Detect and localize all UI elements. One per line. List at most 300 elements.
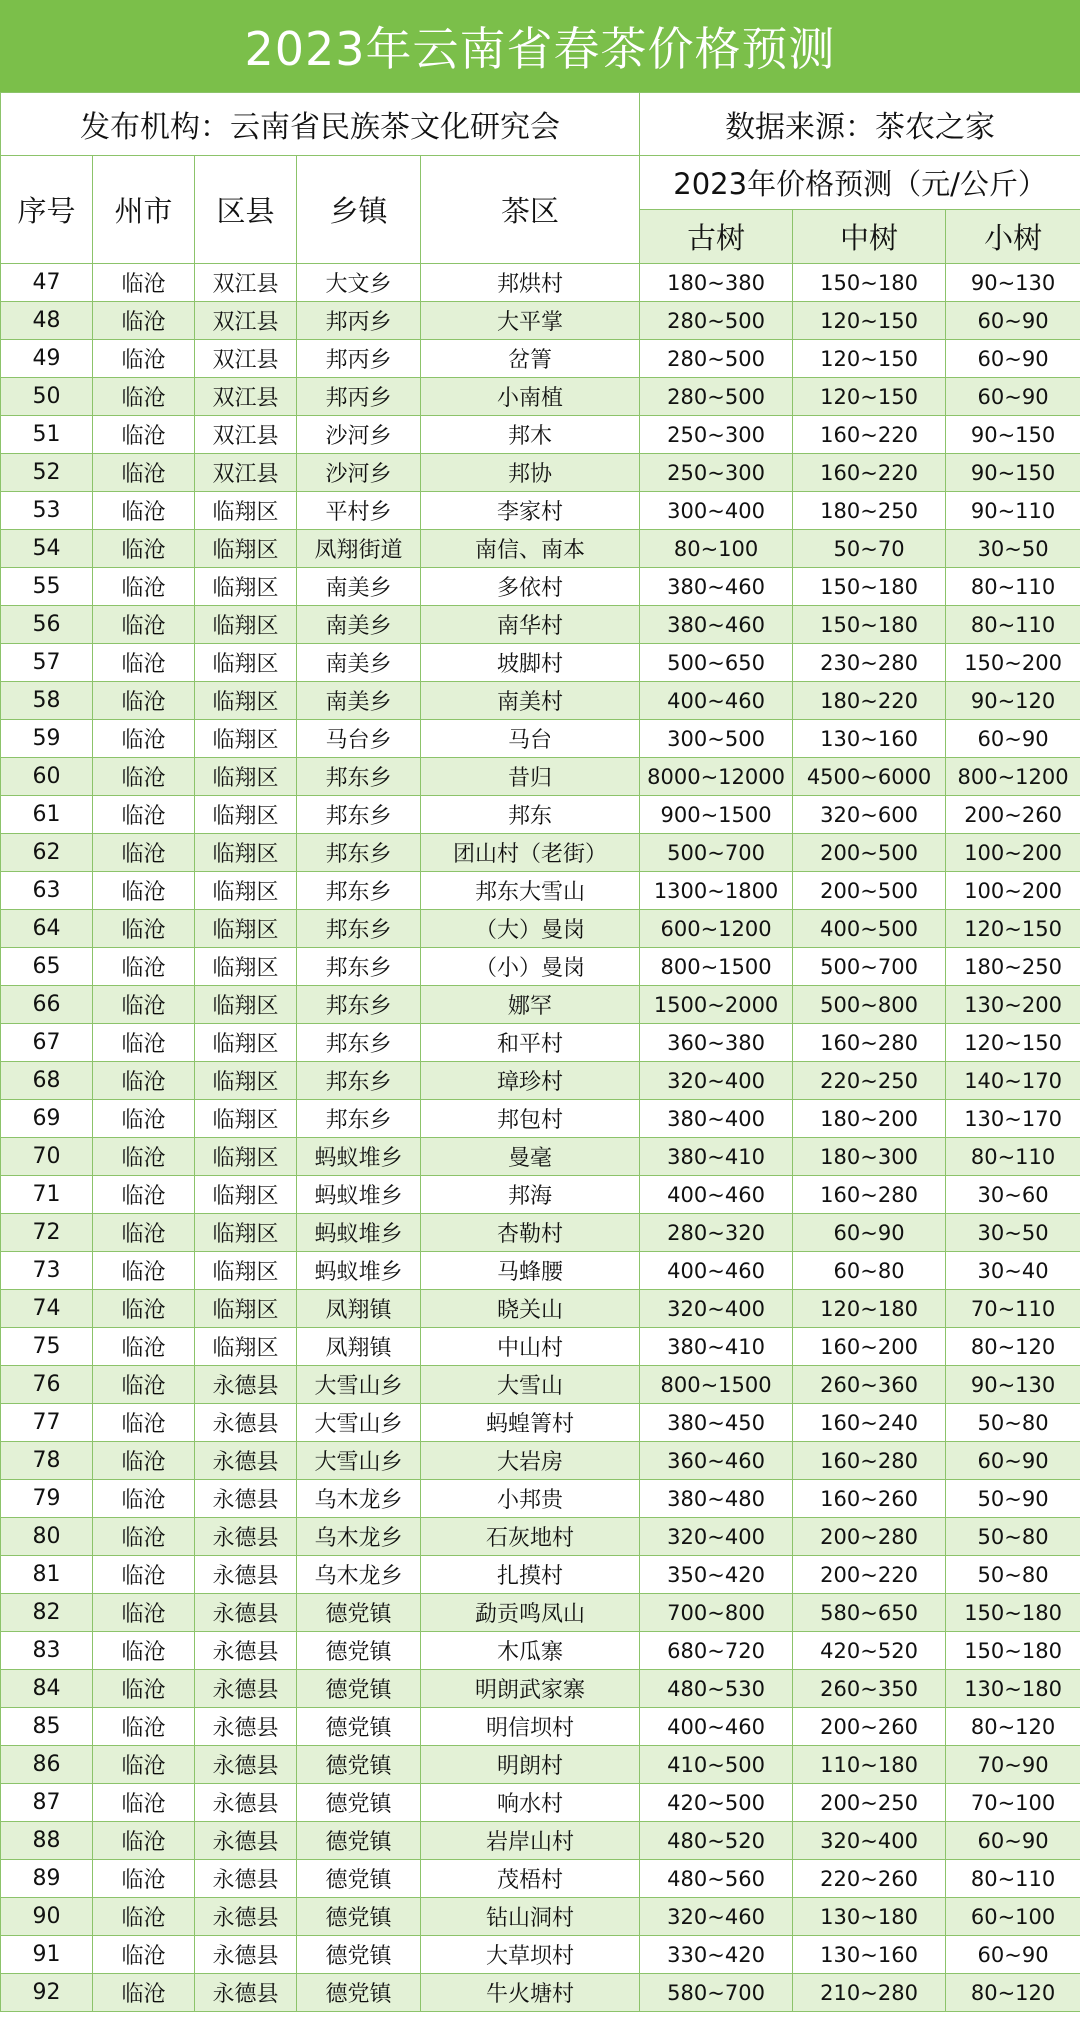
row-city: 临沧 — [93, 796, 195, 834]
row-area: 李家村 — [421, 492, 640, 530]
row-no: 80 — [1, 1518, 93, 1556]
row-price-mid: 220~260 — [793, 1860, 946, 1898]
row-price-mid: 60~80 — [793, 1252, 946, 1290]
row-no: 63 — [1, 872, 93, 910]
row-no: 77 — [1, 1404, 93, 1442]
row-price-old: 400~460 — [640, 1176, 793, 1214]
row-city: 临沧 — [93, 606, 195, 644]
row-county: 临翔区 — [195, 1328, 297, 1366]
row-city: 临沧 — [93, 302, 195, 340]
row-price-old: 280~500 — [640, 340, 793, 378]
row-city: 临沧 — [93, 1290, 195, 1328]
row-county: 双江县 — [195, 454, 297, 492]
row-price-mid: 500~800 — [793, 986, 946, 1024]
row-county: 永德县 — [195, 1746, 297, 1784]
header-row — [1, 156, 1080, 210]
table-row — [1, 834, 1080, 872]
table-row — [1, 416, 1080, 454]
table-row — [1, 986, 1080, 1024]
row-area: 蚂蝗箐村 — [421, 1404, 640, 1442]
row-price-old: 280~500 — [640, 302, 793, 340]
row-city: 临沧 — [93, 568, 195, 606]
row-town: 德党镇 — [297, 1898, 421, 1936]
row-price-mid: 60~90 — [793, 1214, 946, 1252]
row-price-small: 30~50 — [946, 1214, 1080, 1252]
row-city: 临沧 — [93, 264, 195, 302]
table-row — [1, 264, 1080, 302]
row-price-small: 130~180 — [946, 1670, 1080, 1708]
row-price-mid: 130~160 — [793, 1936, 946, 1974]
row-no: 67 — [1, 1024, 93, 1062]
row-town: 邦丙乡 — [297, 378, 421, 416]
row-price-old: 600~1200 — [640, 910, 793, 948]
row-county: 双江县 — [195, 340, 297, 378]
row-town: 邦东乡 — [297, 1062, 421, 1100]
row-no: 81 — [1, 1556, 93, 1594]
row-price-small: 150~200 — [946, 644, 1080, 682]
row-price-mid: 200~500 — [793, 872, 946, 910]
row-county: 临翔区 — [195, 796, 297, 834]
row-area: 邦协 — [421, 454, 640, 492]
page-title: 2023年云南省春茶价格预测 — [0, 0, 1080, 92]
row-price-old: 360~460 — [640, 1442, 793, 1480]
row-price-mid: 150~180 — [793, 606, 946, 644]
row-town: 德党镇 — [297, 1708, 421, 1746]
row-city: 临沧 — [93, 1024, 195, 1062]
row-no: 57 — [1, 644, 93, 682]
row-price-mid: 160~200 — [793, 1328, 946, 1366]
row-price-small: 130~200 — [946, 986, 1080, 1024]
row-area: 南华村 — [421, 606, 640, 644]
row-price-small: 50~90 — [946, 1480, 1080, 1518]
row-area: 多依村 — [421, 568, 640, 606]
row-city: 临沧 — [93, 1784, 195, 1822]
row-area: 明信坝村 — [421, 1708, 640, 1746]
row-price-mid: 130~180 — [793, 1898, 946, 1936]
row-price-old: 360~380 — [640, 1024, 793, 1062]
row-city: 临沧 — [93, 1442, 195, 1480]
row-area: 南信、南本 — [421, 530, 640, 568]
header-town: 乡镇 — [297, 156, 421, 264]
row-city: 临沧 — [93, 1366, 195, 1404]
row-city: 临沧 — [93, 948, 195, 986]
row-area: 茂梧村 — [421, 1860, 640, 1898]
row-city: 临沧 — [93, 1214, 195, 1252]
row-county: 永德县 — [195, 1898, 297, 1936]
row-city: 临沧 — [93, 1480, 195, 1518]
row-no: 50 — [1, 378, 93, 416]
row-town: 沙河乡 — [297, 416, 421, 454]
row-no: 64 — [1, 910, 93, 948]
row-area: 马台 — [421, 720, 640, 758]
row-city: 临沧 — [93, 1518, 195, 1556]
table-row — [1, 910, 1080, 948]
row-price-small: 30~40 — [946, 1252, 1080, 1290]
table-row — [1, 1822, 1080, 1860]
row-price-mid: 220~250 — [793, 1062, 946, 1100]
row-price-small: 140~170 — [946, 1062, 1080, 1100]
row-price-small: 130~170 — [946, 1100, 1080, 1138]
row-town: 凤翔镇 — [297, 1290, 421, 1328]
row-price-mid: 420~520 — [793, 1632, 946, 1670]
meta-row — [1, 93, 1080, 156]
row-area: 曼毫 — [421, 1138, 640, 1176]
row-county: 临翔区 — [195, 492, 297, 530]
row-county: 临翔区 — [195, 872, 297, 910]
row-price-small: 60~90 — [946, 1936, 1080, 1974]
row-price-small: 120~150 — [946, 1024, 1080, 1062]
row-town: 邦丙乡 — [297, 340, 421, 378]
row-no: 74 — [1, 1290, 93, 1328]
row-price-mid: 320~400 — [793, 1822, 946, 1860]
row-area: 团山村（老街） — [421, 834, 640, 872]
row-price-mid: 180~220 — [793, 682, 946, 720]
row-town: 德党镇 — [297, 1936, 421, 1974]
row-area: 大岩房 — [421, 1442, 640, 1480]
row-no: 75 — [1, 1328, 93, 1366]
row-area: 牛火塘村 — [421, 1974, 640, 2012]
table-row — [1, 1062, 1080, 1100]
row-price-mid: 120~180 — [793, 1290, 946, 1328]
row-price-old: 410~500 — [640, 1746, 793, 1784]
row-area: 大平掌 — [421, 302, 640, 340]
row-price-mid: 260~350 — [793, 1670, 946, 1708]
row-price-small: 50~80 — [946, 1518, 1080, 1556]
header-city: 州市 — [93, 156, 195, 264]
row-area: 邦烘村 — [421, 264, 640, 302]
row-price-small: 60~90 — [946, 378, 1080, 416]
row-no: 87 — [1, 1784, 93, 1822]
row-no: 91 — [1, 1936, 93, 1974]
row-city: 临沧 — [93, 1556, 195, 1594]
row-town: 德党镇 — [297, 1822, 421, 1860]
row-price-small: 80~120 — [946, 1974, 1080, 2012]
row-price-mid: 400~500 — [793, 910, 946, 948]
row-city: 临沧 — [93, 910, 195, 948]
row-town: 邦东乡 — [297, 1100, 421, 1138]
row-area: 邦木 — [421, 416, 640, 454]
row-price-old: 580~700 — [640, 1974, 793, 2012]
row-price-small: 80~110 — [946, 1860, 1080, 1898]
row-county: 临翔区 — [195, 758, 297, 796]
row-area: 邦海 — [421, 1176, 640, 1214]
row-price-small: 200~260 — [946, 796, 1080, 834]
row-city: 临沧 — [93, 378, 195, 416]
row-price-old: 380~480 — [640, 1480, 793, 1518]
row-town: 德党镇 — [297, 1632, 421, 1670]
row-price-mid: 200~250 — [793, 1784, 946, 1822]
row-area: 木瓜寨 — [421, 1632, 640, 1670]
row-no: 84 — [1, 1670, 93, 1708]
row-city: 临沧 — [93, 1594, 195, 1632]
table-row — [1, 302, 1080, 340]
row-county: 永德县 — [195, 1632, 297, 1670]
publisher-label: 发布机构：云南省民族茶文化研究会 — [1, 93, 640, 156]
row-price-small: 90~130 — [946, 264, 1080, 302]
row-price-old: 700~800 — [640, 1594, 793, 1632]
row-county: 临翔区 — [195, 834, 297, 872]
table-row — [1, 796, 1080, 834]
row-no: 53 — [1, 492, 93, 530]
row-price-mid: 120~150 — [793, 302, 946, 340]
row-no: 61 — [1, 796, 93, 834]
row-county: 临翔区 — [195, 1062, 297, 1100]
header-area: 茶区 — [421, 156, 640, 264]
row-county: 临翔区 — [195, 682, 297, 720]
row-city: 临沧 — [93, 1404, 195, 1442]
row-no: 59 — [1, 720, 93, 758]
row-price-small: 120~150 — [946, 910, 1080, 948]
row-town: 德党镇 — [297, 1784, 421, 1822]
row-city: 临沧 — [93, 416, 195, 454]
row-price-small: 90~130 — [946, 1366, 1080, 1404]
row-no: 55 — [1, 568, 93, 606]
row-town: 德党镇 — [297, 1860, 421, 1898]
row-price-old: 320~400 — [640, 1518, 793, 1556]
row-price-old: 400~460 — [640, 1708, 793, 1746]
row-county: 临翔区 — [195, 568, 297, 606]
row-area: 小南植 — [421, 378, 640, 416]
table-row — [1, 1518, 1080, 1556]
row-area: 坡脚村 — [421, 644, 640, 682]
row-price-small: 90~120 — [946, 682, 1080, 720]
row-no: 69 — [1, 1100, 93, 1138]
row-town: 邦东乡 — [297, 872, 421, 910]
row-county: 双江县 — [195, 416, 297, 454]
row-town: 马台乡 — [297, 720, 421, 758]
table-row — [1, 492, 1080, 530]
row-no: 70 — [1, 1138, 93, 1176]
table-row — [1, 530, 1080, 568]
row-price-old: 400~460 — [640, 682, 793, 720]
row-county: 永德县 — [195, 1594, 297, 1632]
row-price-old: 330~420 — [640, 1936, 793, 1974]
row-no: 92 — [1, 1974, 93, 2012]
table-row — [1, 720, 1080, 758]
row-county: 临翔区 — [195, 986, 297, 1024]
row-no: 88 — [1, 1822, 93, 1860]
source-label: 数据来源：茶农之家 — [640, 93, 1080, 156]
row-price-old: 380~450 — [640, 1404, 793, 1442]
row-county: 临翔区 — [195, 948, 297, 986]
row-price-mid: 180~300 — [793, 1138, 946, 1176]
row-price-mid: 4500~6000 — [793, 758, 946, 796]
row-area: 马蜂腰 — [421, 1252, 640, 1290]
table-row — [1, 1670, 1080, 1708]
row-town: 乌木龙乡 — [297, 1480, 421, 1518]
row-price-old: 280~320 — [640, 1214, 793, 1252]
row-town: 邦东乡 — [297, 948, 421, 986]
row-town: 凤翔街道 — [297, 530, 421, 568]
row-city: 临沧 — [93, 1708, 195, 1746]
row-price-mid: 180~200 — [793, 1100, 946, 1138]
table-row — [1, 568, 1080, 606]
row-area: 晓关山 — [421, 1290, 640, 1328]
row-price-small: 100~200 — [946, 872, 1080, 910]
row-city: 临沧 — [93, 720, 195, 758]
row-price-old: 680~720 — [640, 1632, 793, 1670]
row-no: 47 — [1, 264, 93, 302]
row-area: 岔箐 — [421, 340, 640, 378]
row-no: 62 — [1, 834, 93, 872]
row-town: 大雪山乡 — [297, 1404, 421, 1442]
row-price-small: 80~120 — [946, 1708, 1080, 1746]
row-area: 明朗村 — [421, 1746, 640, 1784]
row-price-old: 380~410 — [640, 1138, 793, 1176]
row-no: 85 — [1, 1708, 93, 1746]
row-city: 临沧 — [93, 1138, 195, 1176]
row-price-mid: 160~280 — [793, 1024, 946, 1062]
row-city: 临沧 — [93, 872, 195, 910]
row-county: 永德县 — [195, 1404, 297, 1442]
row-town: 邦丙乡 — [297, 302, 421, 340]
row-town: 德党镇 — [297, 1594, 421, 1632]
row-no: 49 — [1, 340, 93, 378]
row-area: 娜罕 — [421, 986, 640, 1024]
table-row — [1, 454, 1080, 492]
table-row — [1, 1784, 1080, 1822]
row-area: （大）曼岗 — [421, 910, 640, 948]
row-city: 临沧 — [93, 834, 195, 872]
row-price-small: 80~110 — [946, 1138, 1080, 1176]
row-price-mid: 160~280 — [793, 1176, 946, 1214]
row-county: 永德县 — [195, 1936, 297, 1974]
row-price-small: 70~110 — [946, 1290, 1080, 1328]
table-row — [1, 682, 1080, 720]
row-town: 蚂蚁堆乡 — [297, 1176, 421, 1214]
row-price-mid: 160~280 — [793, 1442, 946, 1480]
row-price-old: 380~460 — [640, 606, 793, 644]
row-price-mid: 160~220 — [793, 454, 946, 492]
row-county: 临翔区 — [195, 1138, 297, 1176]
row-price-small: 60~90 — [946, 302, 1080, 340]
row-county: 临翔区 — [195, 1290, 297, 1328]
table-row — [1, 1860, 1080, 1898]
row-town: 乌木龙乡 — [297, 1556, 421, 1594]
row-no: 90 — [1, 1898, 93, 1936]
row-price-mid: 160~220 — [793, 416, 946, 454]
row-no: 76 — [1, 1366, 93, 1404]
row-price-old: 350~420 — [640, 1556, 793, 1594]
row-town: 邦东乡 — [297, 910, 421, 948]
row-area: 昔归 — [421, 758, 640, 796]
row-county: 永德县 — [195, 1974, 297, 2012]
row-no: 71 — [1, 1176, 93, 1214]
row-price-small: 60~100 — [946, 1898, 1080, 1936]
row-price-old: 500~650 — [640, 644, 793, 682]
row-county: 临翔区 — [195, 720, 297, 758]
row-price-mid: 260~360 — [793, 1366, 946, 1404]
row-town: 大文乡 — [297, 264, 421, 302]
header-small-tree: 小树 — [946, 210, 1080, 264]
row-no: 68 — [1, 1062, 93, 1100]
row-area: 璋珍村 — [421, 1062, 640, 1100]
row-price-old: 800~1500 — [640, 1366, 793, 1404]
table-row — [1, 340, 1080, 378]
row-city: 临沧 — [93, 644, 195, 682]
row-price-mid: 200~260 — [793, 1708, 946, 1746]
table-row — [1, 1138, 1080, 1176]
row-county: 永德县 — [195, 1480, 297, 1518]
row-price-old: 480~520 — [640, 1822, 793, 1860]
row-county: 永德县 — [195, 1822, 297, 1860]
row-price-small: 30~60 — [946, 1176, 1080, 1214]
row-county: 临翔区 — [195, 1252, 297, 1290]
row-price-old: 1300~1800 — [640, 872, 793, 910]
table-row — [1, 1214, 1080, 1252]
row-area: 石灰地村 — [421, 1518, 640, 1556]
row-area: 勐贡鸣凤山 — [421, 1594, 640, 1632]
row-town: 南美乡 — [297, 644, 421, 682]
row-no: 89 — [1, 1860, 93, 1898]
row-no: 78 — [1, 1442, 93, 1480]
row-price-small: 800~1200 — [946, 758, 1080, 796]
table-row — [1, 1556, 1080, 1594]
row-town: 凤翔镇 — [297, 1328, 421, 1366]
price-table — [0, 92, 1080, 2012]
row-price-mid: 160~260 — [793, 1480, 946, 1518]
row-town: 邦东乡 — [297, 986, 421, 1024]
row-town: 平村乡 — [297, 492, 421, 530]
row-city: 临沧 — [93, 1898, 195, 1936]
row-price-old: 280~500 — [640, 378, 793, 416]
row-price-small: 60~90 — [946, 720, 1080, 758]
table-row — [1, 1936, 1080, 1974]
row-price-mid: 580~650 — [793, 1594, 946, 1632]
row-no: 82 — [1, 1594, 93, 1632]
row-price-mid: 230~280 — [793, 644, 946, 682]
row-city: 临沧 — [93, 1252, 195, 1290]
row-price-old: 320~400 — [640, 1062, 793, 1100]
row-city: 临沧 — [93, 986, 195, 1024]
row-price-old: 380~400 — [640, 1100, 793, 1138]
table-row — [1, 1100, 1080, 1138]
row-city: 临沧 — [93, 1746, 195, 1784]
row-price-mid: 120~150 — [793, 378, 946, 416]
table-row — [1, 1404, 1080, 1442]
row-town: 德党镇 — [297, 1974, 421, 2012]
row-county: 永德县 — [195, 1784, 297, 1822]
row-no: 58 — [1, 682, 93, 720]
header-county: 区县 — [195, 156, 297, 264]
table-row — [1, 1594, 1080, 1632]
row-town: 蚂蚁堆乡 — [297, 1138, 421, 1176]
table-row — [1, 1366, 1080, 1404]
row-price-old: 320~400 — [640, 1290, 793, 1328]
row-price-small: 150~180 — [946, 1594, 1080, 1632]
row-area: 邦东 — [421, 796, 640, 834]
row-no: 65 — [1, 948, 93, 986]
table-row — [1, 1746, 1080, 1784]
row-county: 临翔区 — [195, 606, 297, 644]
header-old-tree: 古树 — [640, 210, 793, 264]
row-area: 响水村 — [421, 1784, 640, 1822]
row-no: 48 — [1, 302, 93, 340]
row-price-old: 300~500 — [640, 720, 793, 758]
row-area: 岩岸山村 — [421, 1822, 640, 1860]
row-price-small: 90~150 — [946, 416, 1080, 454]
row-price-old: 180~380 — [640, 264, 793, 302]
row-price-mid: 200~220 — [793, 1556, 946, 1594]
row-city: 临沧 — [93, 530, 195, 568]
row-town: 南美乡 — [297, 682, 421, 720]
row-county: 永德县 — [195, 1708, 297, 1746]
row-no: 72 — [1, 1214, 93, 1252]
row-price-small: 80~110 — [946, 568, 1080, 606]
row-price-mid: 120~150 — [793, 340, 946, 378]
row-area: 扎摸村 — [421, 1556, 640, 1594]
row-area: 邦东大雪山 — [421, 872, 640, 910]
